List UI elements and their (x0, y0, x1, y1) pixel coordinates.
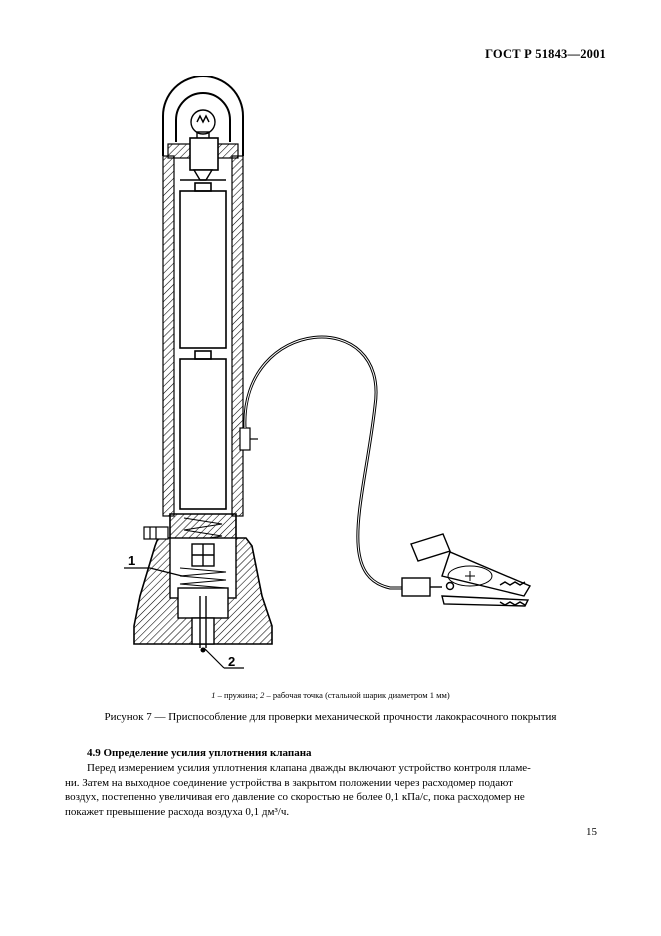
legend-number-2: 2 (260, 690, 265, 700)
section-heading: 4.9 Определение усилия уплотнения клапана (87, 747, 312, 759)
tube-wall (163, 156, 243, 516)
batteries (180, 180, 226, 509)
figure-legend (0, 690, 661, 700)
test-fixture-drawing (120, 76, 560, 688)
paragraph-line-2: ни. Затем на выходное соединение устройства в закрытом положении через расходомер подают (65, 776, 513, 789)
standard-code: ГОСТ Р 51843—2001 (485, 47, 606, 61)
legend-text-2: – рабочая точка (стальной шарик диаметром 1 мм) (264, 690, 450, 700)
paragraph-line-1: Перед измерением усилия уплотнения клапана дважды включают устройство контроля пламе- (87, 762, 531, 774)
alligator-clip-icon (402, 534, 530, 606)
page-number: 15 (586, 826, 597, 838)
callout-label-1: 1 (128, 553, 136, 568)
callout-label-2: 2 (228, 654, 236, 669)
paragraph-line-4: покажет превышение расхода воздуха 0,1 дм³/ч. (65, 805, 290, 818)
cable-connector (240, 428, 258, 450)
callout-2 (204, 648, 244, 668)
cable (245, 337, 402, 588)
legend-number-1: 1 (211, 690, 216, 700)
section-paragraph (65, 761, 601, 819)
clamp-screw (144, 527, 168, 539)
figure-caption: Рисунок 7 — Приспособление для проверки механической прочности лакокрасочного покрытия (104, 711, 557, 723)
legend-text-1: – пружина; (215, 690, 261, 700)
paragraph-line-3: воздух, постепенно увеличивая его давление со скоростью не более 0,1 кПа/с, пока расходомер не (65, 791, 525, 804)
bulb-icon (191, 110, 215, 140)
